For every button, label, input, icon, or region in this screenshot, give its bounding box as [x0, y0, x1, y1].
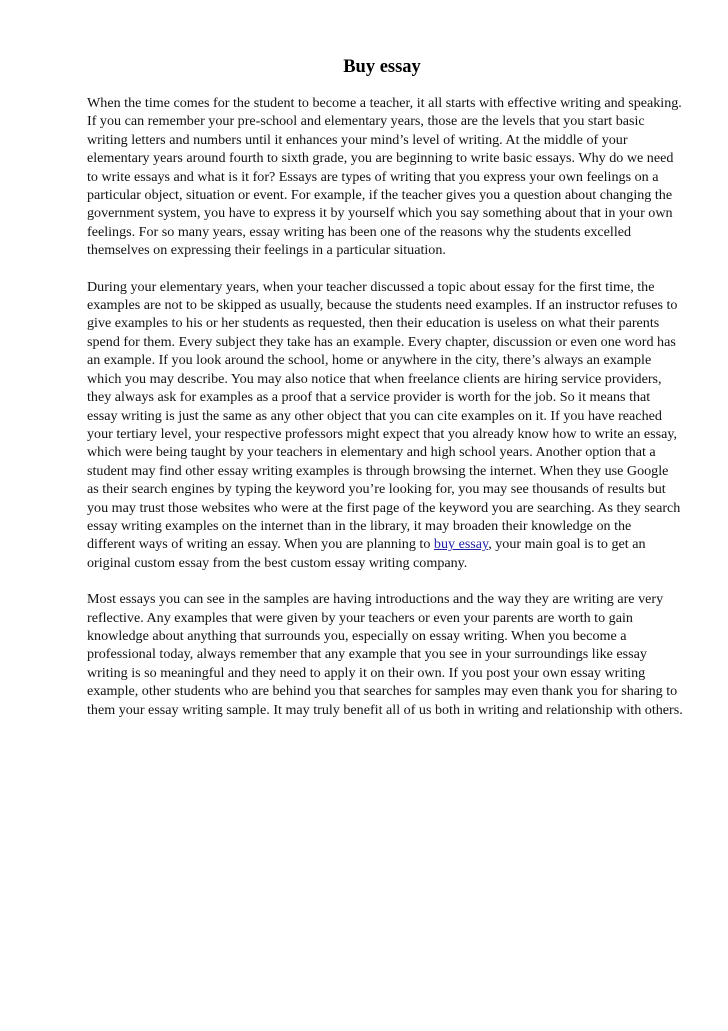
document-body: [87, 94, 683, 737]
paragraph-intro: When the time comes for the student to become a teacher, it all starts with effective writing and speaking. If you can remember your pre-school and elementary years, those are the levels that you start basic writing letters and numbers until it enhances your mind’s level of writing. At the middle of your elementary years around fourth to sixth grade, you are beginning to write basic essays. Why do we need to write essays and what is it for? Essays are types of writing that you express your own feelings on a particular object, situation or event. For example, if the teacher gives you a question about changing the government system, you have to express it by yourself which you say something about that in your own feelings. For so many years, essay writing has been one of the reasons why the students excelled themselves on expressing their feelings in a particular situation.: [87, 95, 682, 259]
paragraph-examples-text-after: , your main goal is to get an original custom essay from the best custom essay writing company.: [87, 536, 646, 571]
buy-essay-link[interactable]: buy essay: [433, 536, 489, 553]
paragraph-examples: [87, 278, 683, 573]
paragraph-examples-text-before: During your elementary years, when your teacher discussed a topic about essay for the first time, the examples are not to be skipped as usually, because the students need examples. If an instructor refuses to give examples to his or her students as requested, then their education is useless on what their parents spend for them. Every subject they take has an example. Every chapter, discussion or even one word has an example. If you look around the school, home or anywhere in the city, there’s always an example which you may describe. You may also notice that when freelance clients are hiring service providers, they always ask for examples as a proof that a service provider is worth for the job. So it means that essay writing is just the same as any other object that you can cite examples on it. If you have reached your tertiary level, your respective professors might expect that you already know how to write an essay, which were being taught by your teachers in elementary and high school years. Another option that a student may find other essay writing examples is through browsing the internet. When they use Google as their search engines by typing the keyword you’re looking for, you may see thousands of results but you may trust those websites who were at the first page of the keyword you are searching. As they search essay writing examples on the internet than in the library, it may broaden their knowledge on the different ways of writing an essay. When you are planning to: [87, 278, 681, 553]
paragraph-conclusion: Most essays you can see in the samples are having introductions and the way they are writing are very reflective. Any examples that were given by your teachers or even your parents are worth to gain knowledge about anything that surrounds you, especially on essay writing. When you become a professional today, always remember that any example that you see in your surroundings like essay writing is so meaningful and they need to apply it on their own. If you post your own essay writing example, other students who are behind you that searches for samples may even thank you for sharing to them your essay writing sample. It may truly benefit all of us both in writing and relationship with others.: [87, 591, 683, 718]
document-title: Buy essay: [343, 57, 421, 77]
